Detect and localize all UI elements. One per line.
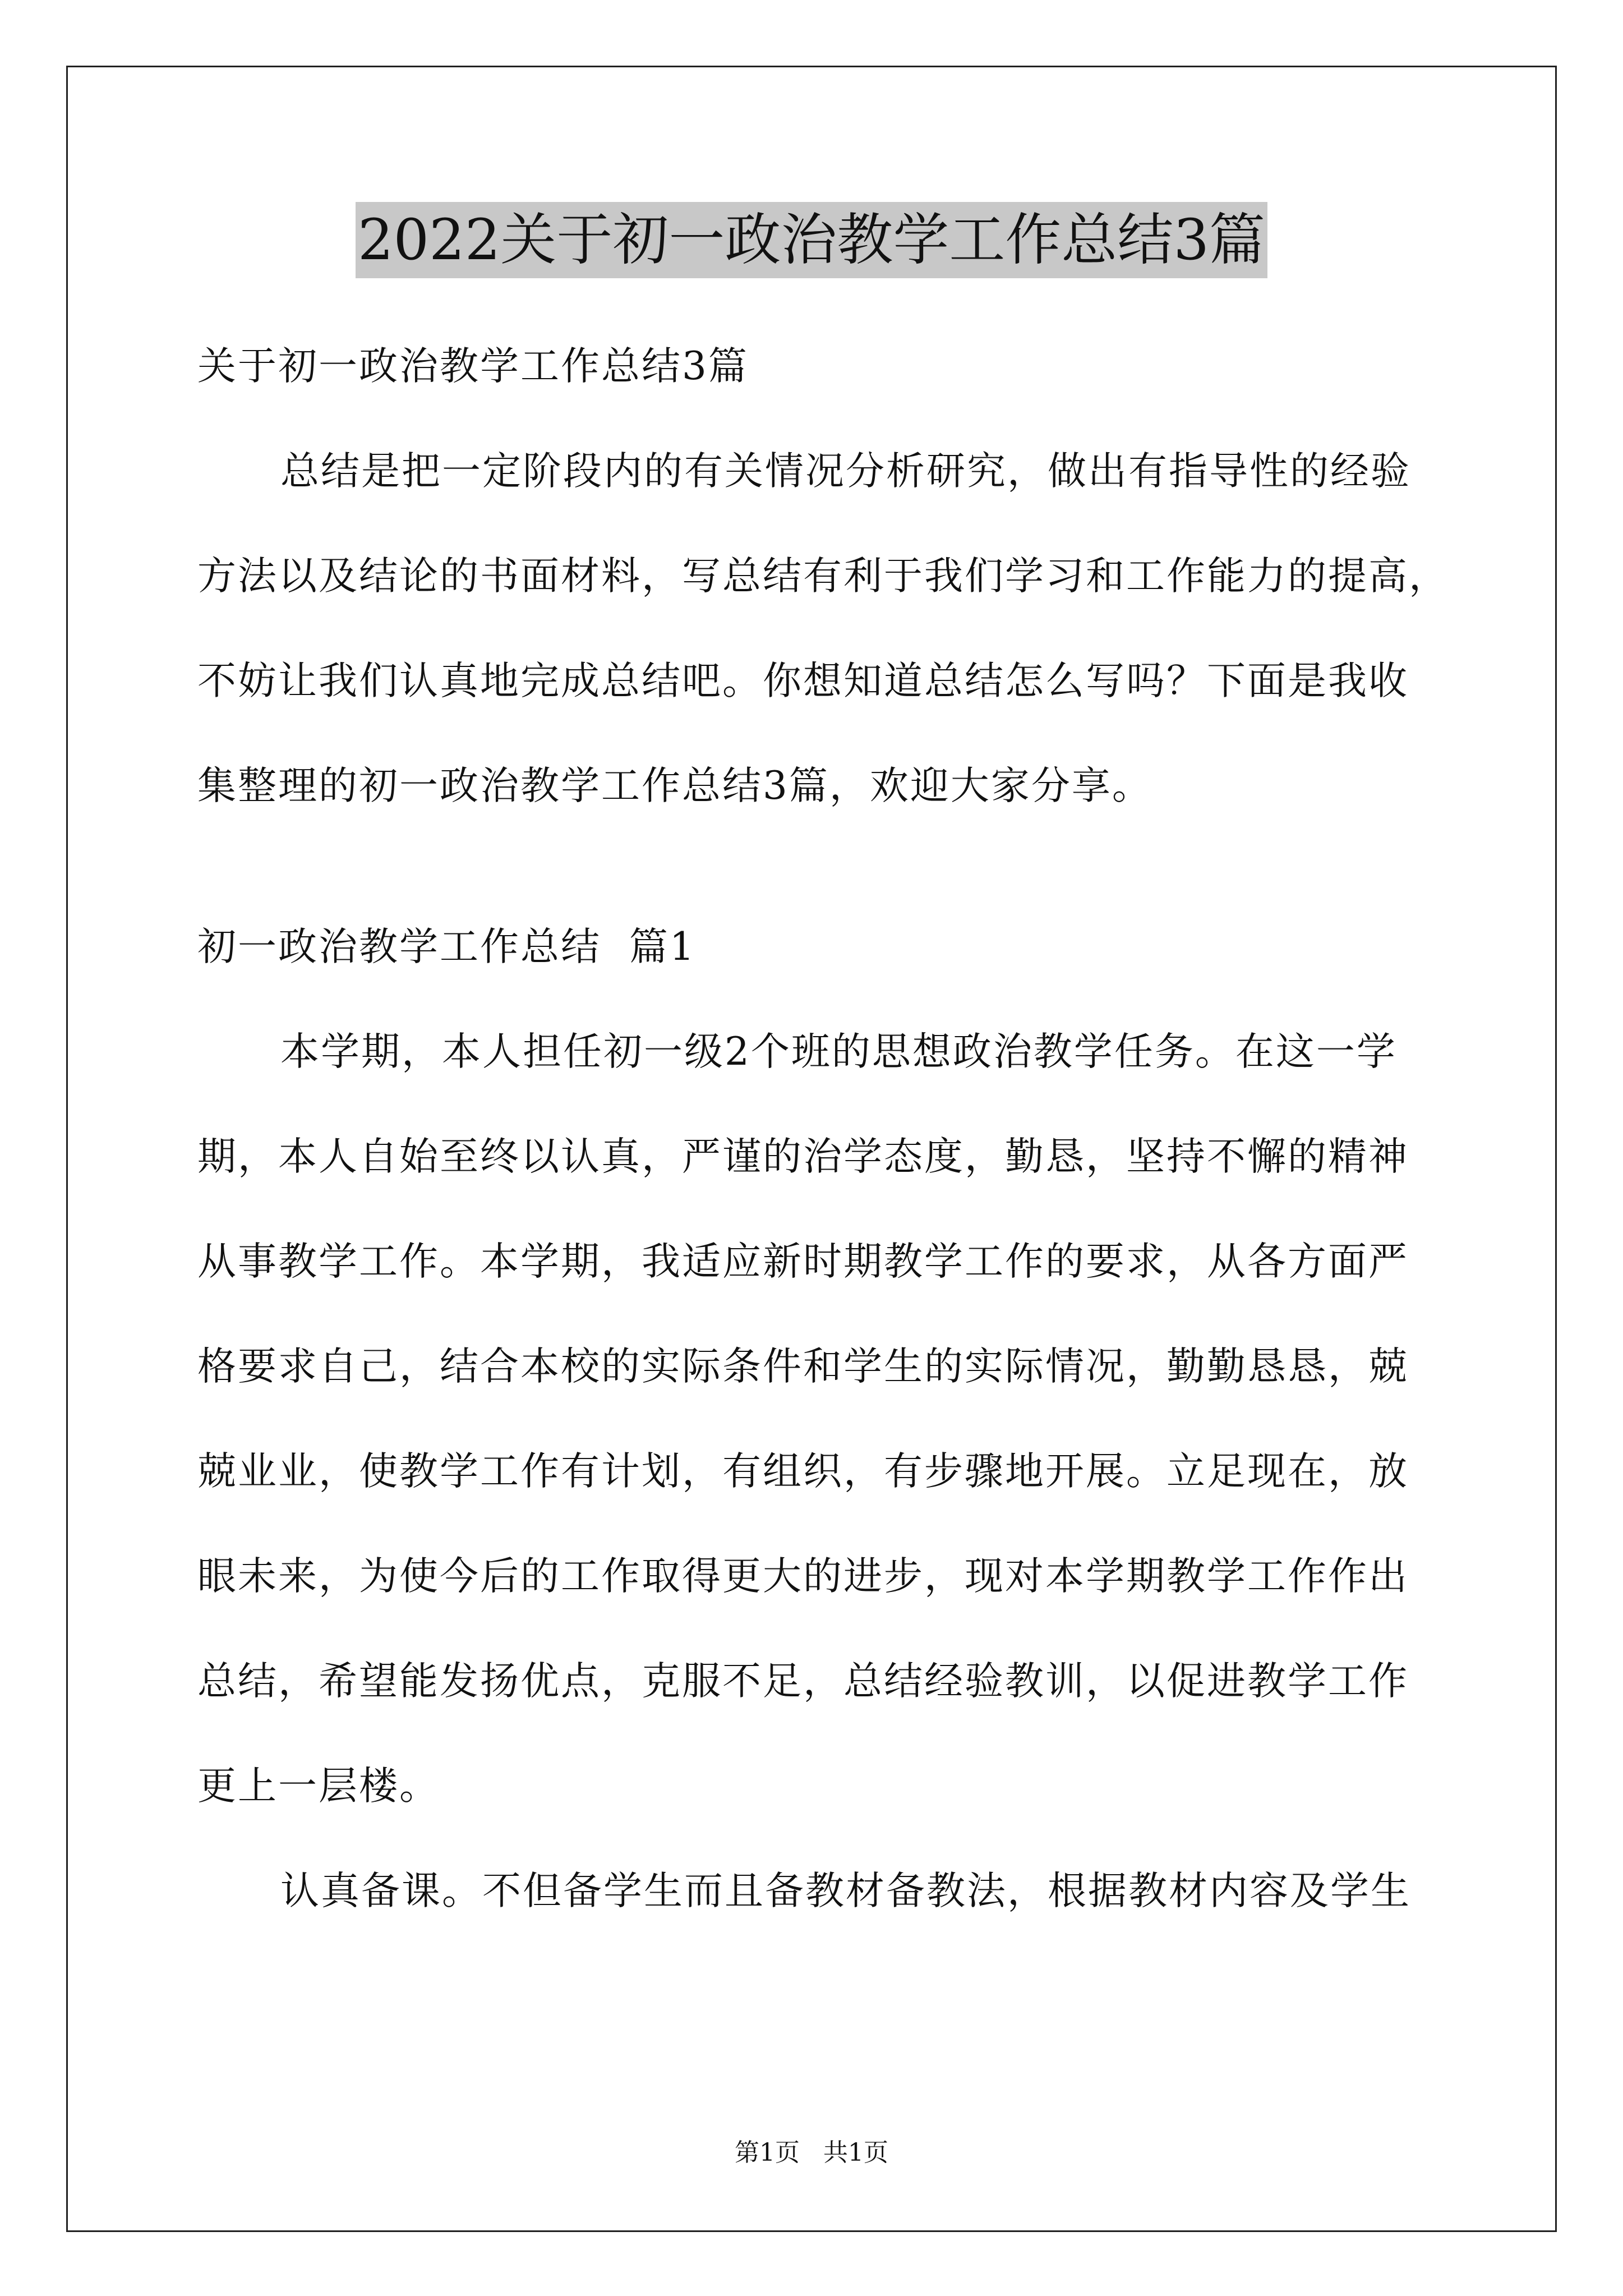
intro-line: 不妨让我们认真地完成总结吧。你想知道总结怎么写吗？下面是我收 [197,659,1409,703]
intro-line: 总结是把一定阶段内的有关情况分析研究，做出有指导性的经验 [280,449,1411,494]
section-line: 眼未来，为使今后的工作取得更大的进步，现对本学期教学工作作出 [197,1554,1409,1599]
section-line: 总结，希望能发扬优点，克服不足，总结经验教训，以促进教学工作 [197,1659,1409,1704]
section-line: 兢业业，使教学工作有计划，有组织，有步骤地开展。立足现在，放 [197,1449,1409,1494]
document-body [197,314,1449,1944]
paragraph-line: 认真备课。不但备学生而且备教材备教法，根据教材内容及学生 [280,1869,1411,1913]
document-title: 2022关于初一政治教学工作总结3篇 [356,202,1267,278]
section-line: 格要求自己，结合本校的实际条件和学生的实际情况，勤勤恳恳，兢 [197,1344,1409,1389]
section-heading: 初一政治教学工作总结 篇1 [197,924,696,969]
intro-line: 方法以及结论的书面材料，写总结有利于我们学习和工作能力的提高， [197,554,1449,599]
section-line: 更上一层楼。 [197,1764,440,1809]
section-line: 本学期，本人担任初一级2个班的思想政治教学任务。在这一学 [280,1029,1397,1074]
intro-line: 集整理的初一政治教学工作总结3篇，欢迎大家分享。 [197,763,1152,808]
section-line: 期，本人自始至终以认真，严谨的治学态度，勤恳，坚持不懈的精神 [197,1134,1409,1179]
title-container [0,202,1623,278]
document-subtitle: 关于初一政治教学工作总结3篇 [197,344,749,389]
page-footer: 第1页 共1页 [735,2138,888,2167]
paragraph-gap [197,839,1431,895]
section-line: 从事教学工作。本学期，我适应新时期教学工作的要求，从各方面严 [197,1239,1409,1284]
